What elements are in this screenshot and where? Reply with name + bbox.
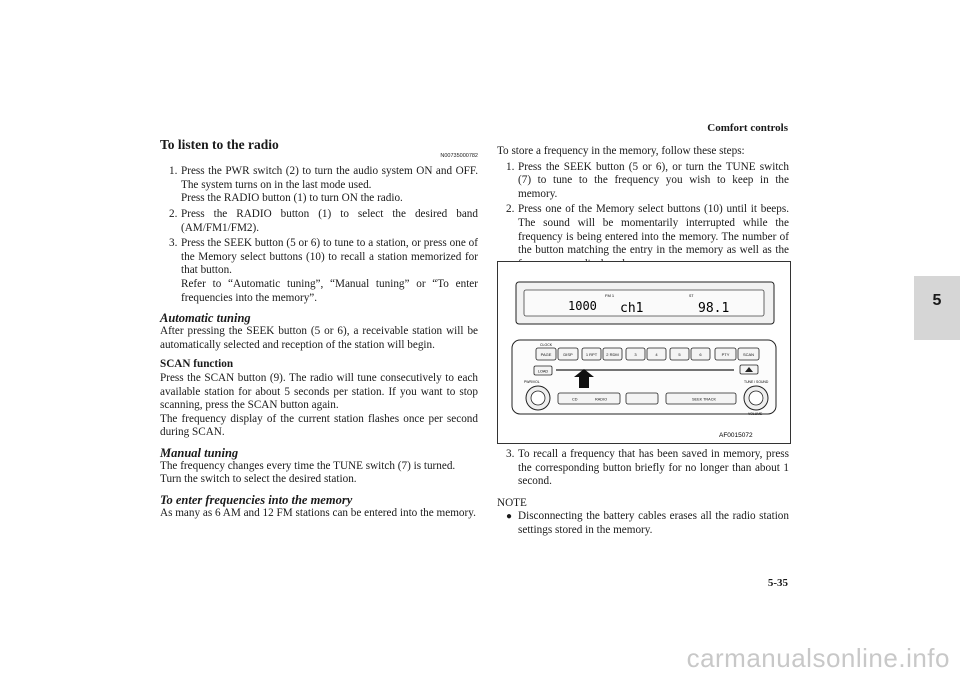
list-item: 2. Press one of the Memory select buttons (10) until it beeps. The sound will be momentarily interrupted while the frequency is being entered into the memory. The number of the button matching the entry in the memory as well as the	[506, 203, 789, 257]
btn-page: PAGE	[540, 352, 552, 357]
watermark: carmanualsonline.info	[686, 643, 950, 673]
btn-3: 3	[634, 352, 637, 357]
steps-list	[160, 165, 478, 305]
display-band: FM 1	[605, 293, 615, 298]
note-label: NOTE	[497, 496, 527, 509]
section-tab	[914, 276, 960, 340]
left-column	[160, 138, 478, 521]
note-item: ● Disconnecting the battery cables erases all the radio station settings stored in the memory.	[506, 510, 789, 536]
header-title: Comfort controls	[707, 122, 788, 134]
store-steps-list	[497, 161, 789, 272]
right-column	[497, 145, 789, 271]
memory-text: As many as 6 AM and 12 FM stations can be entered into the memory.	[160, 507, 476, 520]
radio-panel-illustration	[498, 262, 790, 443]
tune-knob	[749, 391, 763, 405]
btn-5: 5	[678, 352, 681, 357]
manual-tuning-heading: Manual tuning	[160, 445, 239, 460]
list-item: 2. Press the RADIO button (1) to select the desired band (AM/FM1/FM2).	[169, 207, 478, 234]
pwr-vol-knob	[531, 391, 545, 405]
btn-2: 2 RDM	[606, 352, 619, 357]
display-st: ST	[689, 294, 694, 298]
manual-tuning-text-2: Turn the switch to select the desired station.	[160, 473, 357, 486]
btn-1: 1 RPT	[585, 352, 598, 357]
display-channel: ch1	[620, 301, 644, 316]
scan-text-2: The frequency display of the current station flashes once per second during SCAN.	[160, 412, 478, 439]
section-heading: To listen to the radio	[160, 137, 279, 152]
btn-disp: DISP	[563, 352, 573, 357]
scan-text-1: Press the SCAN button (9). The radio will tune consecutively to each available station for about 5 seconds per station. If you want to stop scanning, press the SCAN button again.	[160, 371, 478, 412]
heading-code: N00735000782	[440, 152, 478, 159]
label-tune: TUNE / SOUND	[744, 380, 769, 384]
right-column-lower	[497, 448, 789, 538]
btn-6: 6	[699, 352, 702, 357]
manual-tuning-text-1: The frequency changes every time the TUNE switch (7) is turned.	[160, 459, 456, 472]
label-clock: CLOCK	[540, 343, 553, 347]
auto-tuning-text: After pressing the SEEK button (5 or 6), a receivable station will be automatically selected and reception of the station will begin.	[160, 325, 478, 351]
label-vol: VOLUME	[748, 412, 763, 416]
bullet-icon: ●	[506, 511, 513, 523]
display-clock: 1000	[568, 299, 597, 313]
btn-load: LOAD	[537, 369, 549, 374]
list-item: 1. Press the PWR switch (2) to turn the audio system ON and OFF. The system turns on in the last mode used. Press the RADIO button (1) to turn ON the radio.	[169, 165, 478, 205]
list-item: 1. Press the SEEK button (5 or 6), or turn the TUNE switch (7) to tune to the frequency you wish to keep in the memory.	[506, 160, 789, 200]
memory-heading: To enter frequencies into the memory	[160, 493, 353, 508]
page-number: 5-35	[767, 577, 788, 589]
store-intro: To store a frequency in the memory, follow these steps:	[497, 145, 745, 157]
label-pwr: PWR/VOL	[524, 380, 540, 384]
recall-steps-list	[497, 448, 789, 489]
btn-pty: PTY	[721, 352, 730, 357]
btn-scan: SCAN	[742, 352, 755, 357]
list-item: 3. Press the SEEK button (5 or 6) to tune to a station, or press one of the Memory select buttons (10) to recall a station memorized for that button. Refer to “Automatic tuning”, “Manual tuning” or “To enter frequencies into the memory”.	[169, 237, 478, 304]
list-item: 3. To recall a frequency that has been saved in memory, press the corresponding button briefly for no longer than about 1 second.	[506, 448, 789, 488]
figure-code: AF0015072	[719, 432, 753, 439]
btn-cd: CD	[572, 397, 578, 402]
radio-panel-figure	[497, 261, 791, 444]
section-tab-label: 5	[932, 292, 942, 309]
auto-tuning-heading: Automatic tuning	[160, 311, 251, 326]
scan-heading: SCAN function	[160, 358, 234, 371]
btn-seek: SEEK TRACK	[692, 397, 716, 402]
display-freq: 98.1	[698, 301, 730, 316]
btn-4: 4	[655, 352, 658, 357]
btn-radio: RADIO	[595, 397, 608, 402]
